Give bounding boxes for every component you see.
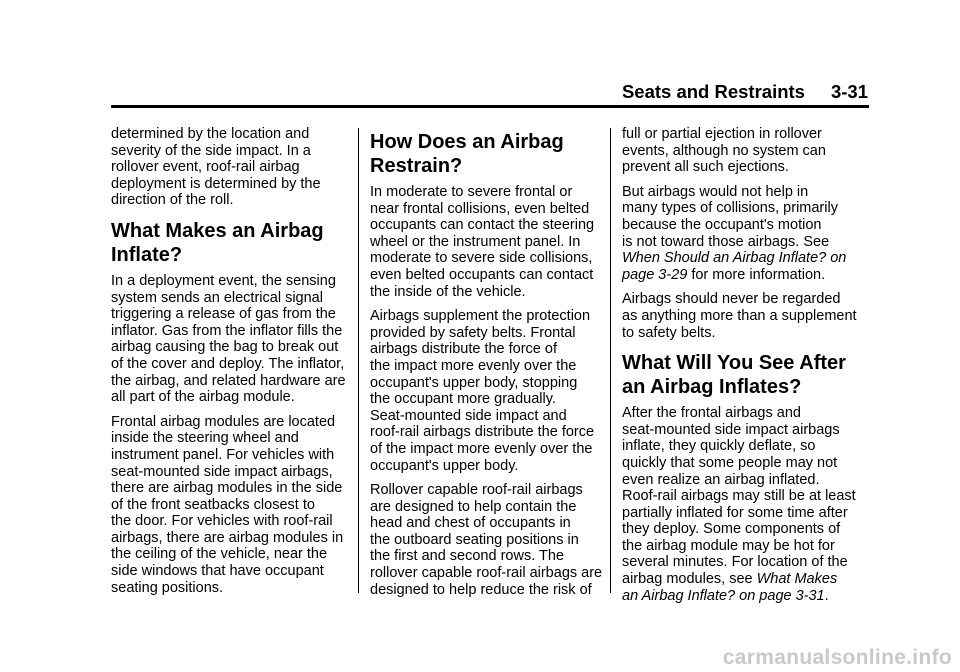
text-line: the outboard seating positions in <box>370 531 579 548</box>
text-line: inflator. Gas from the inflator fills the <box>111 322 343 339</box>
cross-reference-link[interactable]: What Makes <box>756 571 838 588</box>
text-fragment: . <box>824 587 829 604</box>
text-line: is not toward those airbags. See <box>622 233 830 250</box>
paragraph-after-inflate <box>622 405 870 604</box>
text-line: instrument panel. For vehicles with <box>111 446 335 463</box>
heading-what-will-you-see <box>622 351 870 399</box>
text-line: of the front seatbacks closest to <box>111 496 315 513</box>
text-line: all part of the airbag module. <box>111 389 295 406</box>
text-line: the inside of the vehicle. <box>370 283 526 300</box>
text-line: In moderate to severe frontal or <box>370 184 573 200</box>
paragraph-deployment-event <box>111 273 355 406</box>
text-line: of the cover and deploy. The inflator, <box>111 355 345 372</box>
text-line: because the occupant's motion <box>622 216 822 233</box>
text-line: they deploy. Some components of <box>622 521 841 538</box>
text-line: occupant's upper body, stopping <box>370 374 578 391</box>
column-3 <box>622 126 870 612</box>
text-line: the door. For vehicles with roof-rail <box>111 513 333 530</box>
text-line: triggering a release of gas from the <box>111 306 336 323</box>
text-line: occupants can contact the steering <box>370 217 595 234</box>
text-line: side windows that have occupant <box>111 563 324 580</box>
text-line: as anything more than a supplement <box>622 307 857 324</box>
text-line: severity of the side impact. In a <box>111 142 311 159</box>
text-fragment: airbag modules, see <box>622 571 757 588</box>
text-line: airbags distribute the force of <box>370 341 557 358</box>
text-line: rollover event, roof-rail airbag <box>111 159 300 176</box>
text-line: system sends an electrical signal <box>111 289 323 306</box>
text-line: of the impact more evenly over the <box>370 440 593 457</box>
text-line: Rollover capable roof-rail airbags <box>370 482 583 499</box>
text-line: Airbags supplement the protection <box>370 308 591 325</box>
column-2 <box>370 126 606 606</box>
heading-how-does-airbag-restrain <box>370 130 606 178</box>
cross-reference-link[interactable]: When Should an Airbag Inflate? on <box>622 250 847 267</box>
text-line: head and chest of occupants in <box>370 515 571 532</box>
text-line: near frontal collisions, even belted <box>370 200 590 217</box>
paragraph-not-help <box>622 184 870 284</box>
text-line: But airbags would not help in <box>622 183 809 200</box>
text-line: several minutes. For location of the <box>622 554 848 571</box>
text-line: In a deployment event, the sensing <box>111 272 336 289</box>
text-line: the ceiling of the vehicle, near the <box>111 546 328 563</box>
text-line: provided by safety belts. Frontal <box>370 324 576 341</box>
column-1 <box>111 126 355 604</box>
text-line: After the frontal airbags and <box>622 405 801 422</box>
text-line <box>622 588 870 605</box>
heading-line: Inflate? <box>111 243 183 266</box>
text-line: wheel or the instrument panel. In <box>370 233 581 250</box>
text-line: determined by the location and <box>111 126 310 142</box>
text-line: quickly that some people may not <box>622 454 838 471</box>
text-line: designed to help reduce the risk of <box>370 581 592 598</box>
text-line: there are airbag modules in the side <box>111 480 343 497</box>
text-line: seat-mounted side impact airbags <box>622 421 840 438</box>
text-line: prevent all such ejections. <box>622 159 789 176</box>
text-line: rollover capable roof-rail airbags are <box>370 565 603 582</box>
section-title: Seats and Restraints <box>621 81 805 102</box>
text-line: even realize an airbag inflated. <box>622 471 820 488</box>
paragraph-supplement <box>370 308 606 474</box>
paragraph-never-regarded <box>622 291 870 341</box>
text-line: seat-mounted side impact airbags, <box>111 463 333 480</box>
text-line: events, although no system can <box>622 142 826 159</box>
text-line: airbags, there are airbag modules in <box>111 529 344 546</box>
heading-what-makes-airbag-inflate <box>111 219 355 267</box>
text-line: moderate to severe side collisions, <box>370 250 593 267</box>
paragraph-collisions <box>370 184 606 300</box>
text-line: roof-rail airbags distribute the force <box>370 424 595 441</box>
text-line: inside the steering wheel and <box>111 430 299 447</box>
heading-line: What Will You See After <box>622 352 846 375</box>
text-fragment: for more information. <box>687 266 826 283</box>
heading-line: What Makes an Airbag <box>111 219 324 242</box>
text-line: direction of the roll. <box>111 192 234 209</box>
watermark: carmanualsonline.info <box>722 646 952 669</box>
column-divider-1 <box>358 128 359 593</box>
text-line: airbag causing the bag to break out <box>111 339 339 356</box>
paragraph-module-locations <box>111 414 355 597</box>
text-line <box>622 571 870 588</box>
header-rule <box>111 105 869 108</box>
text-line: many types of collisions, primarily <box>622 200 838 217</box>
text-line: the airbag module may be hot for <box>622 537 835 554</box>
cross-reference-link[interactable]: an Airbag Inflate? on page 3-31 <box>622 587 825 604</box>
page-number: 3-31 <box>830 81 868 102</box>
text-line: full or partial ejection in rollover <box>622 126 822 142</box>
heading-line: How Does an Airbag <box>370 131 564 153</box>
heading-line: Restrain? <box>370 155 463 177</box>
text-line: deployment is determined by the <box>111 175 321 192</box>
text-line: even belted occupants can contact <box>370 266 594 283</box>
column-divider-2 <box>610 128 611 593</box>
paragraph-rollover <box>370 482 606 598</box>
text-line: Seat-mounted side impact and <box>370 407 567 424</box>
text-line: seating positions. <box>111 579 224 596</box>
paragraph-ejection <box>622 126 870 176</box>
text-line: Airbags should never be regarded <box>622 291 841 308</box>
intro-paragraph <box>111 126 355 209</box>
text-line: Roof-rail airbags may still be at least <box>622 488 856 505</box>
page-header <box>622 81 868 103</box>
heading-line: an Airbag Inflates? <box>622 376 802 399</box>
cross-reference-link[interactable]: page 3-29 <box>622 266 688 283</box>
text-line: the airbag, and related hardware are <box>111 372 346 389</box>
text-line: the occupant more gradually. <box>370 391 556 408</box>
text-line: partially inflated for some time after <box>622 504 848 521</box>
text-line <box>622 267 870 284</box>
text-line: the impact more evenly over the <box>370 357 577 374</box>
text-line: inflate, they quickly deflate, so <box>622 438 816 455</box>
text-line: are designed to help contain the <box>370 498 577 515</box>
text-line: the first and second rows. The <box>370 548 564 565</box>
text-line: to safety belts. <box>622 324 716 341</box>
text-line: Frontal airbag modules are located <box>111 413 336 430</box>
text-line: occupant's upper body. <box>370 457 519 474</box>
